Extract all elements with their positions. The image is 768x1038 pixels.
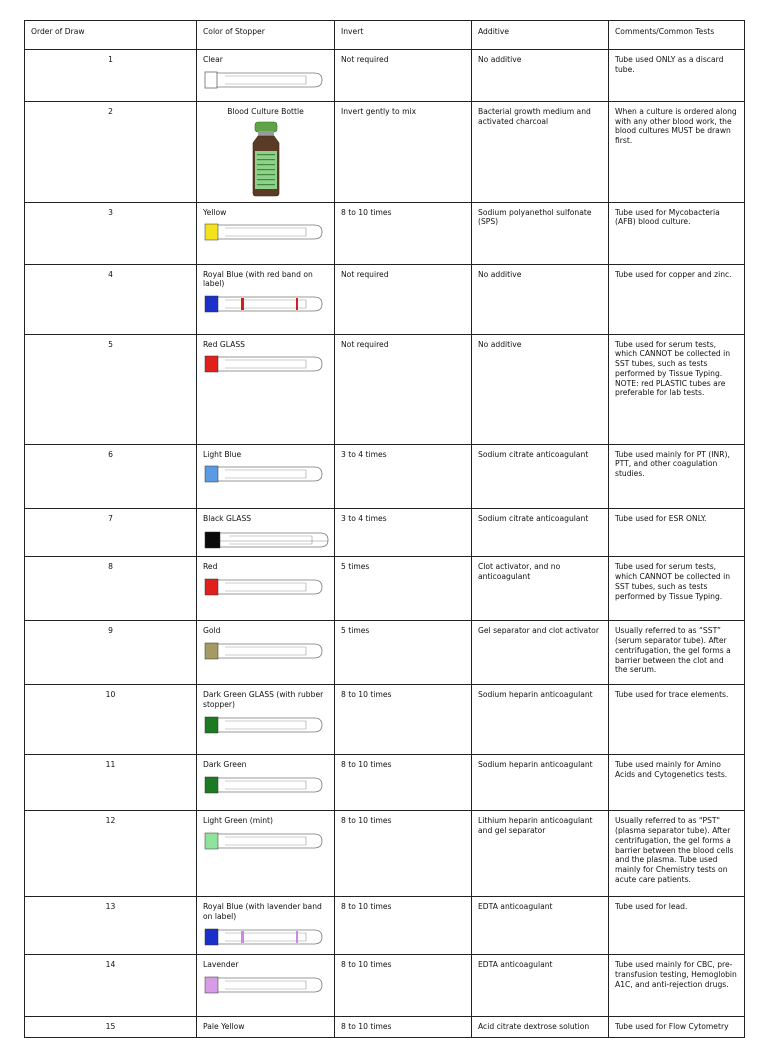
comments-cell <box>609 264 745 334</box>
stopper-color-cell <box>197 102 335 203</box>
invert-cell-text: Not required <box>341 55 389 64</box>
invert-cell-text: 5 times <box>341 626 370 636</box>
additive-cell-text: No additive <box>478 269 522 279</box>
stopper-color-cell <box>197 755 335 811</box>
stopper-color-cell-text: Light Blue <box>203 449 242 459</box>
stopper-color-cell-text: Black GLASS <box>203 513 252 523</box>
additive-cell-text: EDTA anticoagulant <box>478 960 553 970</box>
additive-cell-text: Clot activator, and no anticoagulant <box>478 562 561 582</box>
comments-cell <box>609 897 745 955</box>
tube-stopper <box>205 977 218 993</box>
order-cell-text: 8 <box>108 562 113 572</box>
comments-cell-text: Tube used for Mycobacteria (AFB) blood culture. <box>615 207 720 227</box>
stopper-color-cell <box>197 621 335 685</box>
additive-cell-text: EDTA anticoagulant <box>478 902 553 912</box>
invert-cell-text: Not required <box>341 339 389 349</box>
order-cell <box>25 508 197 557</box>
invert-cell <box>335 955 472 1017</box>
table-header-row <box>25 21 745 50</box>
stopper-color-cell-text: Royal Blue (with lavender band on label) <box>203 902 322 922</box>
comments-cell-text: Tube used mainly for CBC, pre-transfusion testing, Hemoglobin A1C, and anti-rejection drugs. <box>615 960 737 989</box>
invert-cell-text: 8 to 10 times <box>341 816 392 826</box>
comments-cell <box>609 444 745 508</box>
invert-cell <box>335 102 472 203</box>
comments-cell-text: Tube used for trace elements. <box>615 690 729 700</box>
comments-cell-text: Tube used for Flow Cytometry <box>615 1022 729 1032</box>
order-cell <box>25 755 197 811</box>
stopper-color-cell <box>197 202 335 264</box>
invert-cell-text: 8 to 10 times <box>341 207 392 217</box>
comments-cell <box>609 508 745 557</box>
comments-cell <box>609 685 745 755</box>
additive-cell-text: Sodium heparin anticoagulant <box>478 760 593 770</box>
tube-stopper <box>205 532 220 548</box>
comments-cell <box>609 334 745 444</box>
comments-cell <box>609 102 745 203</box>
invert-cell <box>335 50 472 102</box>
order-cell-text: 2 <box>108 107 113 116</box>
table-row <box>25 508 745 557</box>
additive-cell-text: Gel separator and clot activator <box>478 626 599 636</box>
invert-cell <box>335 334 472 444</box>
tube-icon <box>203 832 325 850</box>
additive-cell <box>472 811 609 897</box>
stopper-color-cell <box>197 955 335 1017</box>
comments-cell-text: Usually referred to as "PST" (plasma separator tube). After centrifugation, the gel forms a barrier between the blood cells and the plasma. Tube used mainly for Chemistry tests on acute care patients. <box>615 816 734 884</box>
tube-icon <box>203 976 325 994</box>
invert-cell <box>335 685 472 755</box>
stopper-color-cell-text: Gold <box>203 626 221 636</box>
additive-cell-text: Sodium polyanethol sulfonate (SPS) <box>478 207 592 227</box>
tube-icon <box>203 71 325 89</box>
tube-icon <box>203 223 325 241</box>
invert-cell-text: 5 times <box>341 562 370 572</box>
invert-cell-text: 8 to 10 times <box>341 760 392 770</box>
additive-cell-text: Sodium heparin anticoagulant <box>478 690 593 700</box>
order-cell <box>25 1017 197 1038</box>
tube-stopper <box>205 777 218 793</box>
order-cell-text: 7 <box>108 513 113 523</box>
comments-cell-text: Usually referred to as “SST” (serum separator tube). After centrifugation, the gel forms a barrier between the clot and the serum. <box>615 626 731 675</box>
comments-cell <box>609 557 745 621</box>
invert-cell <box>335 202 472 264</box>
table-row <box>25 334 745 444</box>
order-cell <box>25 264 197 334</box>
stopper-color-cell-text: Blood Culture Bottle <box>227 107 304 116</box>
additive-cell <box>472 755 609 811</box>
additive-cell <box>472 685 609 755</box>
header-additive: Additive <box>472 21 609 50</box>
order-cell <box>25 897 197 955</box>
additive-cell-text: Lithium heparin anticoagulant and gel separator <box>478 816 593 836</box>
comments-cell-text: When a culture is ordered along with any other blood work, the blood cultures MUST be drawn first. <box>615 107 737 146</box>
order-cell <box>25 621 197 685</box>
tube-icon <box>203 776 325 794</box>
order-cell-text: 12 <box>105 816 116 826</box>
invert-cell-text: Not required <box>341 269 389 279</box>
invert-cell <box>335 508 472 557</box>
table-row <box>25 897 745 955</box>
additive-cell <box>472 1017 609 1038</box>
table-row <box>25 202 745 264</box>
tube-stopper <box>205 296 218 312</box>
additive-cell <box>472 557 609 621</box>
order-cell <box>25 102 197 203</box>
order-cell-text: 14 <box>105 960 116 970</box>
invert-cell <box>335 755 472 811</box>
table-row <box>25 264 745 334</box>
invert-cell-text: 8 to 10 times <box>341 1022 392 1032</box>
order-of-draw-sheet <box>24 20 744 1038</box>
comments-cell <box>609 1017 745 1038</box>
header-comments: Comments/Common Tests <box>609 21 745 50</box>
stopper-color-cell <box>197 811 335 897</box>
invert-cell-text: 3 to 4 times <box>341 449 387 459</box>
tube-icon <box>203 578 325 596</box>
order-cell-text: 15 <box>105 1022 116 1032</box>
invert-cell-text: 8 to 10 times <box>341 902 392 912</box>
tube-icon <box>203 529 331 551</box>
additive-cell-text: No additive <box>478 55 522 64</box>
stopper-color-cell <box>197 1017 335 1038</box>
comments-cell <box>609 50 745 102</box>
stopper-color-cell <box>197 444 335 508</box>
table-row <box>25 621 745 685</box>
order-cell-text: 1 <box>108 55 113 64</box>
order-cell <box>25 50 197 102</box>
tube-stopper <box>205 929 218 945</box>
stopper-color-cell <box>197 334 335 444</box>
invert-cell-text: Invert gently to mix <box>341 107 417 116</box>
invert-cell <box>335 557 472 621</box>
header-order: Order of Draw <box>25 21 197 50</box>
stopper-color-cell <box>197 685 335 755</box>
invert-cell <box>335 897 472 955</box>
additive-cell-text: Bacterial growth medium and activated charcoal <box>478 107 591 126</box>
order-cell <box>25 811 197 897</box>
invert-cell-text: 8 to 10 times <box>341 960 392 970</box>
table-row <box>25 955 745 1017</box>
order-cell <box>25 202 197 264</box>
stopper-color-cell-text: Lavender <box>203 960 239 970</box>
invert-cell <box>335 1017 472 1038</box>
stopper-color-cell-text: Light Green (mint) <box>203 816 273 826</box>
stopper-color-cell-text: Red GLASS <box>203 339 245 349</box>
stopper-color-cell <box>197 557 335 621</box>
stopper-color-cell-text: Royal Blue (with red band on label) <box>203 269 313 289</box>
tube-icon <box>203 928 325 946</box>
order-of-draw-table <box>24 20 745 1038</box>
table-row <box>25 444 745 508</box>
stopper-color-cell-text: Yellow <box>203 207 227 217</box>
tube-stopper <box>205 717 218 733</box>
comments-cell-text: Tube used for lead. <box>615 902 688 912</box>
stopper-color-cell <box>197 50 335 102</box>
table-row <box>25 755 745 811</box>
order-cell <box>25 334 197 444</box>
table-row <box>25 811 745 897</box>
invert-cell-text: 8 to 10 times <box>341 690 392 700</box>
comments-cell <box>609 202 745 264</box>
comments-cell-text: Tube used for serum tests, which CANNOT be collected in SST tubes, such as tests performed by Tissue Typing. <box>615 562 731 601</box>
tube-stopper <box>205 466 218 482</box>
stopper-color-cell-text: Clear <box>203 55 223 64</box>
additive-cell-text: Acid citrate dextrose solution <box>478 1022 590 1032</box>
comments-cell-text: Tube used for copper and zinc. <box>615 269 732 279</box>
comments-cell-text: Tube used mainly for PT (INR), PTT, and other coagulation studies. <box>615 449 730 479</box>
additive-cell <box>472 50 609 102</box>
comments-cell <box>609 621 745 685</box>
stopper-color-cell-text: Dark Green <box>203 760 247 770</box>
order-cell-text: 13 <box>105 902 116 912</box>
table-row <box>25 50 745 102</box>
invert-cell <box>335 621 472 685</box>
additive-cell-text: No additive <box>478 339 522 349</box>
additive-cell-text: Sodium citrate anticoagulant <box>478 513 589 523</box>
order-cell-text: 10 <box>105 690 116 700</box>
additive-cell <box>472 621 609 685</box>
comments-cell-text: Tube used mainly for Amino Acids and Cytogenetics tests. <box>615 760 728 780</box>
tube-icon <box>203 465 325 483</box>
order-cell-text: 3 <box>108 207 113 217</box>
table-row <box>25 557 745 621</box>
tube-icon <box>203 716 325 734</box>
invert-cell <box>335 444 472 508</box>
order-cell-text: 5 <box>108 339 113 349</box>
tube-stopper <box>205 643 218 659</box>
comments-cell <box>609 955 745 1017</box>
comments-cell-text: Tube used for serum tests, which CANNOT be collected in SST tubes, such as tests performed by Tissue Typing. NOTE: red PLASTIC tubes are preferable for lab tests. <box>615 339 731 398</box>
stopper-color-cell <box>197 897 335 955</box>
tube-stopper <box>205 833 218 849</box>
comments-cell <box>609 755 745 811</box>
header-invert: Invert <box>335 21 472 50</box>
tube-stopper <box>205 579 218 595</box>
invert-cell <box>335 811 472 897</box>
order-cell <box>25 955 197 1017</box>
order-cell <box>25 557 197 621</box>
stopper-color-cell-text: Pale Yellow <box>203 1022 245 1032</box>
order-cell <box>25 685 197 755</box>
blood-culture-bottle-icon <box>247 121 285 197</box>
additive-cell <box>472 955 609 1017</box>
comments-cell-text: Tube used ONLY as a discard tube. <box>615 55 724 74</box>
tube-icon <box>203 355 325 373</box>
comments-cell <box>609 811 745 897</box>
additive-cell <box>472 264 609 334</box>
additive-cell <box>472 202 609 264</box>
tube-stopper <box>205 224 218 240</box>
tube-stopper <box>205 356 218 372</box>
invert-cell <box>335 264 472 334</box>
table-row <box>25 1017 745 1038</box>
tube-icon <box>203 295 325 313</box>
additive-cell-text: Sodium citrate anticoagulant <box>478 449 589 459</box>
table-row <box>25 685 745 755</box>
table-row <box>25 102 745 203</box>
additive-cell <box>472 102 609 203</box>
stopper-color-cell <box>197 508 335 557</box>
order-cell-text: 4 <box>108 269 113 279</box>
additive-cell <box>472 444 609 508</box>
tube-icon <box>203 642 325 660</box>
order-cell-text: 9 <box>108 626 113 636</box>
order-cell-text: 11 <box>105 760 116 770</box>
order-cell <box>25 444 197 508</box>
additive-cell <box>472 334 609 444</box>
stopper-color-cell-text: Red <box>203 562 218 572</box>
stopper-color-cell-text: Dark Green GLASS (with rubber stopper) <box>203 690 324 710</box>
additive-cell <box>472 897 609 955</box>
additive-cell <box>472 508 609 557</box>
stopper-color-cell <box>197 264 335 334</box>
header-color: Color of Stopper <box>197 21 335 50</box>
comments-cell-text: Tube used for ESR ONLY. <box>615 513 707 523</box>
order-cell-text: 6 <box>108 449 113 459</box>
invert-cell-text: 3 to 4 times <box>341 513 387 523</box>
